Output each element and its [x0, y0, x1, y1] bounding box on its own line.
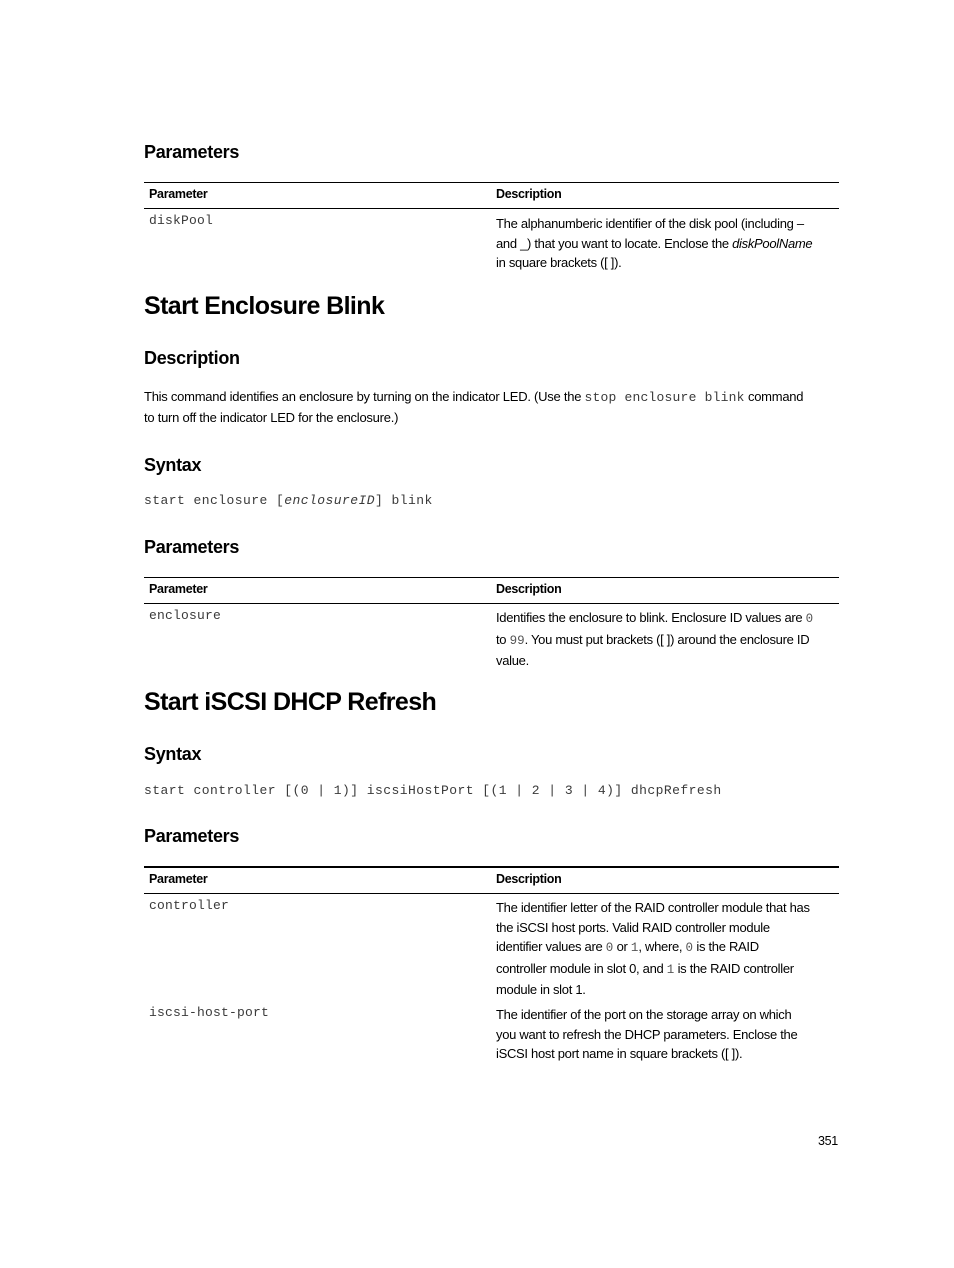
description-line: The identifier letter of the RAID controller module that has [496, 900, 810, 915]
description-text: controller module in slot 0, and [496, 960, 667, 976]
description-line [496, 234, 838, 254]
description-text: identifier values are [496, 939, 606, 955]
column-header-parameter: Parameter [149, 187, 208, 201]
parameter-description [496, 214, 838, 273]
description-text: is the RAID controller [674, 960, 794, 976]
description-line: iSCSI host port name in square brackets ([ ]). [496, 1046, 743, 1062]
column-header-description: Description [496, 187, 562, 201]
code-text: start enclosure [ [144, 493, 285, 508]
description-line [496, 937, 838, 959]
description-text: is the RAID [693, 939, 759, 955]
syntax-code [144, 493, 433, 508]
description-line: you want to refresh the DHCP parameters. Enclose the [496, 1026, 798, 1042]
parameters-table [144, 866, 839, 1071]
parameter-name: diskPool [149, 213, 214, 228]
parameters-heading: Parameters [144, 826, 240, 846]
inline-code: 1 [666, 962, 675, 977]
column-header-description: Description [496, 872, 562, 886]
inline-code: 0 [685, 941, 694, 956]
description-heading: Description [144, 348, 240, 368]
parameter-name: iscsi-host-port [149, 1005, 270, 1020]
parameter-description [496, 898, 838, 1000]
parameters-table [144, 577, 839, 674]
code-text: ] blink [375, 493, 433, 508]
code-placeholder: enclosureID [284, 493, 376, 508]
table-row [144, 1001, 839, 1071]
description-line: The alphanumberic identifier of the disk pool (including – [496, 216, 804, 231]
inline-code: 99 [509, 633, 525, 648]
description-line: module in slot 1. [496, 982, 586, 998]
description-paragraph [144, 387, 844, 428]
description-line [496, 630, 838, 652]
section-title: Start iSCSI DHCP Refresh [144, 688, 437, 716]
section-title: Start Enclosure Blink [144, 292, 385, 320]
column-header-parameter: Parameter [149, 872, 208, 886]
paragraph-text: This command identifies an enclosure by turning on the indicator LED. (Use the [144, 389, 585, 404]
parameters-table [144, 182, 839, 279]
syntax-heading: Syntax [144, 744, 202, 764]
description-text: and _) that you want to locate. Enclose the [496, 235, 733, 251]
table-header [144, 866, 839, 894]
parameter-description [496, 608, 838, 671]
description-italic: diskPoolName [732, 235, 813, 251]
table-row [144, 209, 839, 279]
paragraph-line [144, 387, 844, 408]
page-number: 351 [818, 1134, 838, 1148]
table-row [144, 894, 839, 1001]
parameters-heading: Parameters [144, 537, 240, 557]
column-header-parameter: Parameter [149, 582, 208, 596]
parameters-heading: Parameters [144, 142, 240, 162]
table-header [144, 182, 839, 209]
inline-code: 0 [605, 941, 614, 956]
parameter-description [496, 1005, 838, 1064]
inline-code: 1 [630, 941, 639, 956]
description-line [496, 608, 838, 630]
description-line: the iSCSI host ports. Valid RAID controller module [496, 919, 770, 935]
description-line: in square brackets ([ ]). [496, 255, 622, 271]
description-line: value. [496, 653, 529, 669]
description-text: . You must put brackets ([ ]) around the enclosure ID [524, 631, 810, 647]
table-header [144, 577, 839, 604]
syntax-heading: Syntax [144, 455, 202, 475]
syntax-code: start controller [(0 | 1)] iscsiHostPort [(1 | 2 | 3 | 4)] dhcpRefresh [144, 783, 722, 798]
column-header-description: Description [496, 582, 562, 596]
parameter-name: enclosure [149, 608, 222, 623]
description-line [496, 959, 838, 981]
description-text: or [613, 939, 631, 955]
description-line: The identifier of the port on the storage array on which [496, 1007, 792, 1022]
table-row [144, 604, 839, 674]
description-text: , where, [638, 939, 686, 955]
description-text: to [496, 631, 510, 647]
paragraph-text: command [744, 389, 804, 404]
inline-code: 0 [805, 612, 814, 626]
parameter-name: controller [149, 898, 230, 913]
description-text: Identifies the enclosure to blink. Enclosure ID values are [496, 610, 806, 625]
paragraph-line: to turn off the indicator LED for the enclosure.) [144, 410, 399, 425]
inline-code: stop enclosure blink [584, 390, 745, 405]
